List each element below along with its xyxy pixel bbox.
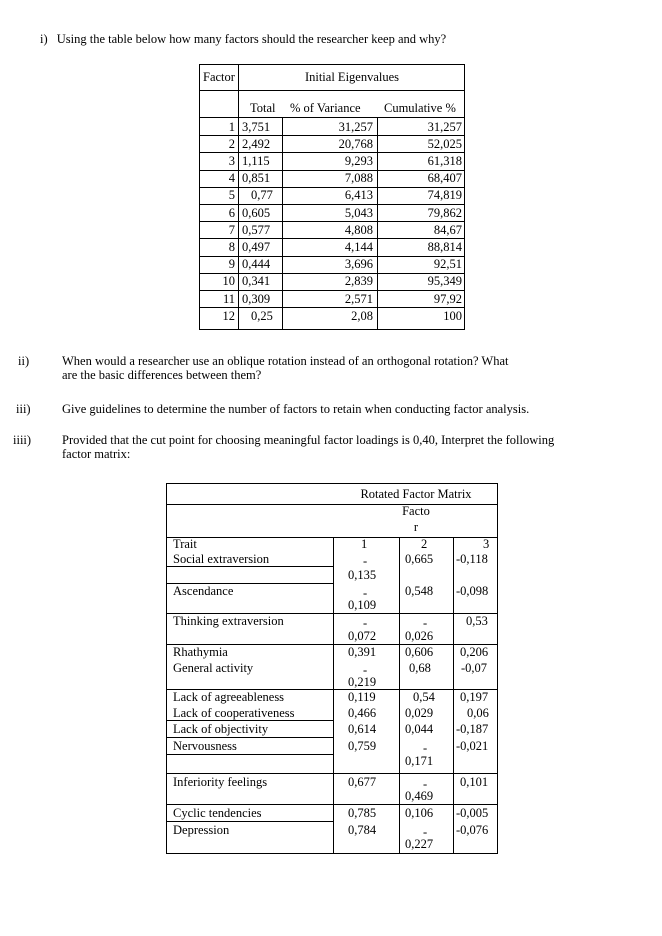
- cell: 0,219: [348, 675, 377, 689]
- eigen-cell: 74,819: [427, 188, 462, 203]
- col-2-header: 2: [421, 537, 428, 551]
- eigen-cell: 9: [228, 257, 235, 272]
- cell: 0,391: [348, 645, 377, 659]
- eigen-cell: 0,341: [242, 274, 271, 289]
- matrix-facto: Facto: [402, 504, 430, 518]
- cell: 0,784: [348, 823, 377, 837]
- cell: -0,098: [456, 584, 489, 598]
- matrix-title: Rotated Factor Matrix: [360, 487, 472, 501]
- eigen-cell: 0,25: [251, 308, 273, 323]
- divider: [167, 804, 497, 805]
- cell: 0,227: [405, 837, 434, 851]
- eigen-cell: 84,67: [433, 222, 462, 237]
- cumulative-header: Cumulative %: [384, 101, 456, 115]
- eigen-cell: 0,605: [242, 205, 271, 220]
- question-4: [62, 433, 554, 461]
- question-1: [40, 32, 446, 47]
- question-1-number: i): [40, 32, 48, 46]
- cell: 0,171: [405, 754, 434, 768]
- eigen-cell: 2: [228, 136, 235, 151]
- question-2: [62, 354, 509, 382]
- cell: 0,677: [348, 775, 377, 789]
- cell: -: [423, 741, 428, 755]
- eigen-cell: 12: [222, 308, 235, 323]
- cell: 0,135: [348, 568, 377, 582]
- eigen-cell: 68,407: [427, 171, 462, 186]
- cell: 0,109: [348, 598, 377, 612]
- eigen-cell: 6,413: [344, 188, 373, 203]
- trait-cyclic-tendencies: Cyclic tendencies: [173, 806, 262, 820]
- eigen-cell: 4: [228, 171, 235, 186]
- cell: -: [363, 616, 368, 630]
- eigen-cell: 31,257: [427, 119, 462, 134]
- eigen-cell: 52,025: [427, 136, 462, 151]
- eigen-cell: 0,444: [242, 257, 271, 272]
- cell: 0,106: [405, 806, 434, 820]
- cell: -: [423, 616, 428, 630]
- cell: 0,044: [405, 722, 434, 736]
- eigen-cell: 92,51: [433, 257, 462, 272]
- trait-header: Trait: [173, 537, 197, 551]
- question-2-line-2: are the basic differences between them?: [62, 368, 262, 382]
- total-header: Total: [250, 101, 276, 115]
- question-3-number: iii): [16, 402, 31, 416]
- divider: [167, 821, 333, 822]
- trait-lack-of-cooperativeness: Lack of cooperativeness: [173, 706, 295, 720]
- eigen-cell: 5,043: [344, 205, 373, 220]
- eigen-cell: 7,088: [344, 171, 373, 186]
- eigen-cell: 8: [228, 239, 235, 254]
- eigen-cell: 7: [228, 222, 235, 237]
- divider: [167, 537, 497, 538]
- cell: 0,759: [348, 739, 377, 753]
- question-3-text: Give guidelines to determine the number of factors to retain when conducting factor analysis.: [62, 402, 530, 416]
- trait-nervousness: Nervousness: [173, 739, 237, 753]
- eigen-cell: 1: [228, 119, 235, 134]
- cell: -0,07: [461, 661, 488, 675]
- trait-general-activity: General activity: [173, 661, 254, 675]
- eigen-cell: 9,293: [344, 153, 373, 168]
- eigen-cell: 2,08: [351, 308, 373, 323]
- divider: [200, 90, 464, 91]
- eigen-cell: 0,851: [242, 171, 271, 186]
- question-4-line-1: Provided that the cut point for choosing meaningful factor loadings is 0,40, Interpret the following: [62, 433, 555, 447]
- rotated-factor-matrix: [166, 483, 498, 854]
- cell: -: [363, 554, 368, 568]
- question-2-number: ii): [18, 354, 30, 368]
- divider: [333, 537, 334, 853]
- cell: -0,118: [456, 552, 488, 566]
- question-2-line-1: When would a researcher use an oblique rotation instead of an orthogonal rotation? What: [62, 354, 509, 368]
- cell: 0,53: [466, 614, 488, 628]
- eigen-cell: 0,77: [251, 188, 273, 203]
- cell: 0,785: [348, 806, 377, 820]
- divider: [399, 537, 400, 853]
- eigen-cell: 6: [228, 205, 235, 220]
- eigen-cell: 2,492: [242, 136, 271, 151]
- cell: 0,06: [467, 706, 489, 720]
- eigen-cell: 10: [222, 274, 235, 289]
- cell: -0,076: [456, 823, 489, 837]
- eigen-cell: 97,92: [433, 291, 462, 306]
- eigen-cell: 3,696: [344, 257, 373, 272]
- eigen-cell: 4,808: [344, 222, 373, 237]
- cell: 0,026: [405, 629, 434, 643]
- question-1-text: Using the table below how many factors should the researcher keep and why?: [56, 32, 447, 46]
- trait-ascendance: Ascendance: [173, 584, 234, 598]
- trait-lack-of-agreeableness: Lack of agreeableness: [173, 690, 285, 704]
- variance-header: % of Variance: [290, 101, 361, 115]
- eigen-cell: 11: [222, 291, 235, 306]
- cell: 0,197: [460, 690, 489, 704]
- divider: [167, 737, 333, 738]
- cell: 0,54: [413, 690, 435, 704]
- eigen-cell: 3,751: [242, 119, 271, 134]
- cell: 0,029: [405, 706, 434, 720]
- col-3-header: 3: [483, 537, 490, 551]
- cell: -0,187: [456, 722, 489, 736]
- eigen-cell: 95,349: [427, 274, 462, 289]
- trait-inferiority-feelings: Inferiority feelings: [173, 775, 268, 789]
- eigen-cell: 79,862: [427, 205, 462, 220]
- matrix-r: r: [413, 520, 419, 534]
- eigen-cell: 2,839: [344, 274, 373, 289]
- eigen-cell: 0,497: [242, 239, 271, 254]
- factor-header: Factor: [203, 70, 235, 84]
- trait-depression: Depression: [173, 823, 230, 837]
- cell: -: [363, 586, 368, 600]
- trait-rhathymia: Rhathymia: [173, 645, 228, 659]
- cell: 0,548: [405, 584, 434, 598]
- eigenvalue-table: [199, 64, 465, 330]
- divider: [453, 537, 454, 853]
- eigen-cell: 5: [228, 188, 235, 203]
- cell: -0,021: [456, 739, 489, 753]
- divider: [167, 773, 497, 774]
- cell: -: [363, 663, 368, 677]
- cell: 0,665: [405, 552, 434, 566]
- eigen-cell: 20,768: [338, 136, 373, 151]
- cell: 0,206: [460, 645, 489, 659]
- eigen-cell: 100: [443, 308, 462, 323]
- trait-thinking-extraversion: Thinking extraversion: [173, 614, 284, 628]
- initial-eigenvalues-header: Initial Eigenvalues: [304, 70, 400, 84]
- eigen-cell: 4,144: [344, 239, 373, 254]
- cell: -0,005: [456, 806, 489, 820]
- eigen-cell: 88,814: [427, 239, 462, 254]
- cell: 0,119: [348, 690, 376, 704]
- cell: 0,606: [405, 645, 434, 659]
- trait-social-extraversion: Social extraversion: [173, 552, 270, 566]
- trait-lack-of-objectivity: Lack of objectivity: [173, 722, 269, 736]
- cell: 0,614: [348, 722, 377, 736]
- cell: 0,072: [348, 629, 377, 643]
- eigen-cell: 31,257: [338, 119, 373, 134]
- question-4-line-2: factor matrix:: [62, 447, 131, 461]
- cell: 0,469: [405, 789, 434, 803]
- divider: [238, 118, 239, 329]
- cell: 0,68: [409, 661, 431, 675]
- eigen-cell: 1,115: [242, 153, 270, 168]
- eigen-cell: 0,309: [242, 291, 271, 306]
- col-1-header: 1: [361, 537, 368, 551]
- divider: [167, 754, 333, 755]
- cell: 0,101: [460, 775, 489, 789]
- eigen-cell: 0,577: [242, 222, 271, 237]
- cell: -: [423, 777, 428, 791]
- eigen-cell: 3: [228, 153, 235, 168]
- eigen-cell: 61,318: [427, 153, 462, 168]
- question-4-number: iiii): [13, 433, 32, 447]
- eigen-cell: 2,571: [344, 291, 373, 306]
- cell: 0,466: [348, 706, 377, 720]
- cell: -: [423, 825, 428, 839]
